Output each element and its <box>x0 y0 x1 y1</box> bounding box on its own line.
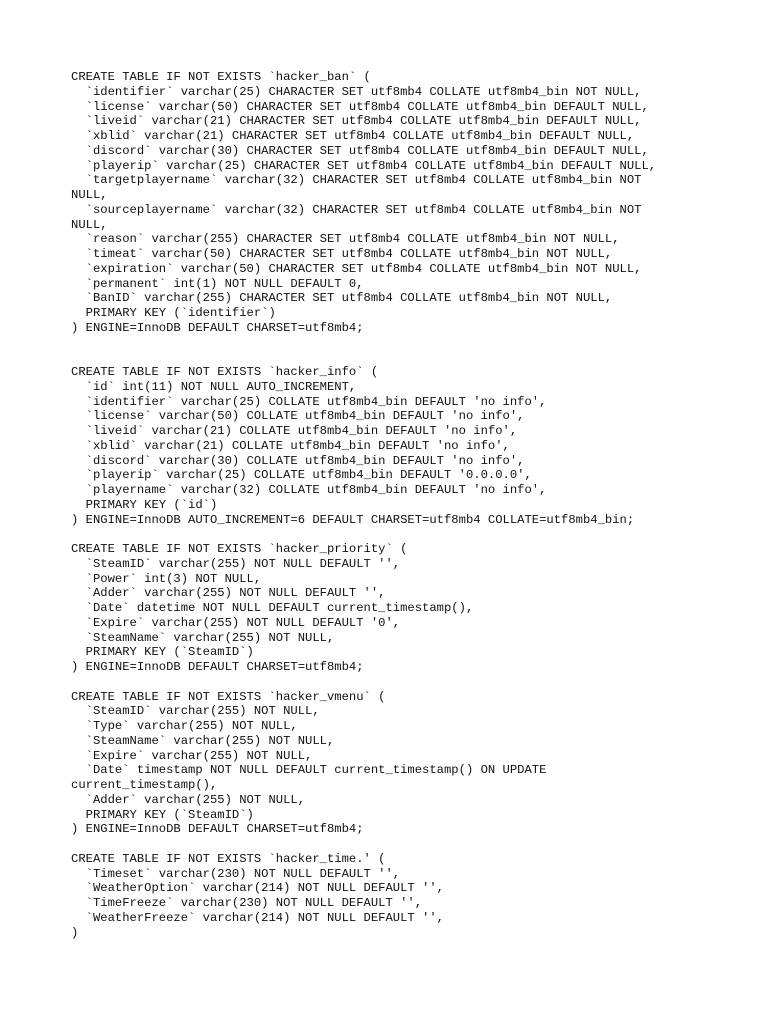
sql-block-hacker-time <box>71 852 751 941</box>
code-line: NULL, <box>71 217 108 232</box>
sql-block-hacker-ban <box>71 70 751 336</box>
code-line: `SteamID` varchar(255) NOT NULL, <box>71 704 320 719</box>
code-line: `Type` varchar(255) NOT NULL, <box>71 719 298 733</box>
document-page <box>71 70 751 955</box>
code-line: `Expire` varchar(255) NOT NULL, <box>71 748 313 763</box>
code-line: `playerip` varchar(25) CHARACTER SET utf8mb4 COLLATE utf8mb4_bin DEFAULT NULL, <box>71 158 657 173</box>
code-line: `WeatherFreeze` varchar(214) NOT NULL DEFAULT '', <box>71 910 444 925</box>
code-line: `xblid` varchar(21) COLLATE utf8mb4_bin DEFAULT 'no info', <box>71 438 510 453</box>
code-line: PRIMARY KEY (`SteamID`) <box>71 645 254 660</box>
code-line: `playerip` varchar(25) COLLATE utf8mb4_bin DEFAULT '0.0.0.0', <box>71 468 532 483</box>
code-line: current_timestamp(), <box>71 778 218 792</box>
code-line: ) ENGINE=InnoDB DEFAULT CHARSET=utf8mb4; <box>71 320 364 335</box>
code-line: `Date` datetime NOT NULL DEFAULT current_timestamp(), <box>71 601 474 615</box>
code-line: PRIMARY KEY (`identifier`) <box>71 306 276 320</box>
code-line: `Adder` varchar(255) NOT NULL DEFAULT '', <box>71 586 386 601</box>
code-line: PRIMARY KEY (`SteamID`) <box>71 807 254 822</box>
code-line: `identifier` varchar(25) COLLATE utf8mb4_bin DEFAULT 'no info', <box>71 394 547 409</box>
code-line: CREATE TABLE IF NOT EXISTS `hacker_vmenu` ( <box>71 689 386 704</box>
code-line: `discord` varchar(30) COLLATE utf8mb4_bin DEFAULT 'no info', <box>71 453 525 468</box>
code-line: `timeat` varchar(50) CHARACTER SET utf8mb4 COLLATE utf8mb4_bin NOT NULL, <box>71 247 613 261</box>
code-line: `discord` varchar(30) CHARACTER SET utf8mb4 COLLATE utf8mb4_bin DEFAULT NULL, <box>71 143 649 158</box>
code-line: `TimeFreeze` varchar(230) NOT NULL DEFAULT '', <box>71 896 423 910</box>
code-line: `Date` timestamp NOT NULL DEFAULT current_timestamp() ON UPDATE <box>71 763 547 778</box>
code-line: CREATE TABLE IF NOT EXISTS `hacker_time.' ( <box>71 851 386 866</box>
code-line: `liveid` varchar(21) COLLATE utf8mb4_bin DEFAULT 'no info', <box>71 424 518 438</box>
code-line: `xblid` varchar(21) CHARACTER SET utf8mb4 COLLATE utf8mb4_bin DEFAULT NULL, <box>71 129 635 143</box>
code-line: `identifier` varchar(25) CHARACTER SET utf8mb4 COLLATE utf8mb4_bin NOT NULL, <box>71 84 642 99</box>
code-line: `Adder` varchar(255) NOT NULL, <box>71 792 306 807</box>
code-line: ) ENGINE=InnoDB DEFAULT CHARSET=utf8mb4; <box>71 822 364 837</box>
code-line: `expiration` varchar(50) CHARACTER SET utf8mb4 COLLATE utf8mb4_bin NOT NULL, <box>71 261 642 276</box>
code-line: ) <box>71 925 79 940</box>
sql-block-hacker-priority <box>71 542 751 675</box>
code-line: `license` varchar(50) CHARACTER SET utf8mb4 COLLATE utf8mb4_bin DEFAULT NULL, <box>71 99 649 114</box>
code-line: `playername` varchar(32) COLLATE utf8mb4_bin DEFAULT 'no info', <box>71 483 547 497</box>
code-line: `sourceplayername` varchar(32) CHARACTER SET utf8mb4 COLLATE utf8mb4_bin NOT <box>71 202 642 217</box>
code-line: PRIMARY KEY (`id`) <box>71 497 218 512</box>
code-line: CREATE TABLE IF NOT EXISTS `hacker_info` ( <box>71 365 379 379</box>
code-line: `permanent` int(1) NOT NULL DEFAULT 0, <box>71 276 364 291</box>
sql-block-hacker-vmenu <box>71 690 751 838</box>
code-line: ) ENGINE=InnoDB DEFAULT CHARSET=utf8mb4; <box>71 660 364 674</box>
code-line: `id` int(11) NOT NULL AUTO_INCREMENT, <box>71 379 357 394</box>
code-line: `SteamName` varchar(255) NOT NULL, <box>71 630 335 645</box>
code-line: `WeatherOption` varchar(214) NOT NULL DEFAULT '', <box>71 881 444 896</box>
code-line: `reason` varchar(255) CHARACTER SET utf8mb4 COLLATE utf8mb4_bin NOT NULL, <box>71 232 620 247</box>
code-line: CREATE TABLE IF NOT EXISTS `hacker_ban` ( <box>71 70 371 84</box>
sql-block-hacker-info <box>71 365 751 527</box>
code-line: `SteamName` varchar(255) NOT NULL, <box>71 733 335 748</box>
code-line: `BanID` varchar(255) CHARACTER SET utf8mb4 COLLATE utf8mb4_bin NOT NULL, <box>71 291 613 306</box>
code-line: ) ENGINE=InnoDB AUTO_INCREMENT=6 DEFAULT CHARSET=utf8mb4 COLLATE=utf8mb4_bin; <box>71 512 635 527</box>
code-line: `liveid` varchar(21) CHARACTER SET utf8mb4 COLLATE utf8mb4_bin DEFAULT NULL, <box>71 114 642 129</box>
code-line: `Timeset` varchar(230) NOT NULL DEFAULT '', <box>71 866 401 881</box>
code-line: CREATE TABLE IF NOT EXISTS `hacker_priority` ( <box>71 542 408 556</box>
code-line: `Power` int(3) NOT NULL, <box>71 571 262 586</box>
code-line: `license` varchar(50) COLLATE utf8mb4_bin DEFAULT 'no info', <box>71 409 525 424</box>
code-line: NULL, <box>71 188 108 202</box>
code-line: `Expire` varchar(255) NOT NULL DEFAULT '0', <box>71 615 401 630</box>
code-line: `targetplayername` varchar(32) CHARACTER SET utf8mb4 COLLATE utf8mb4_bin NOT <box>71 173 642 188</box>
code-line: `SteamID` varchar(255) NOT NULL DEFAULT '', <box>71 556 401 571</box>
